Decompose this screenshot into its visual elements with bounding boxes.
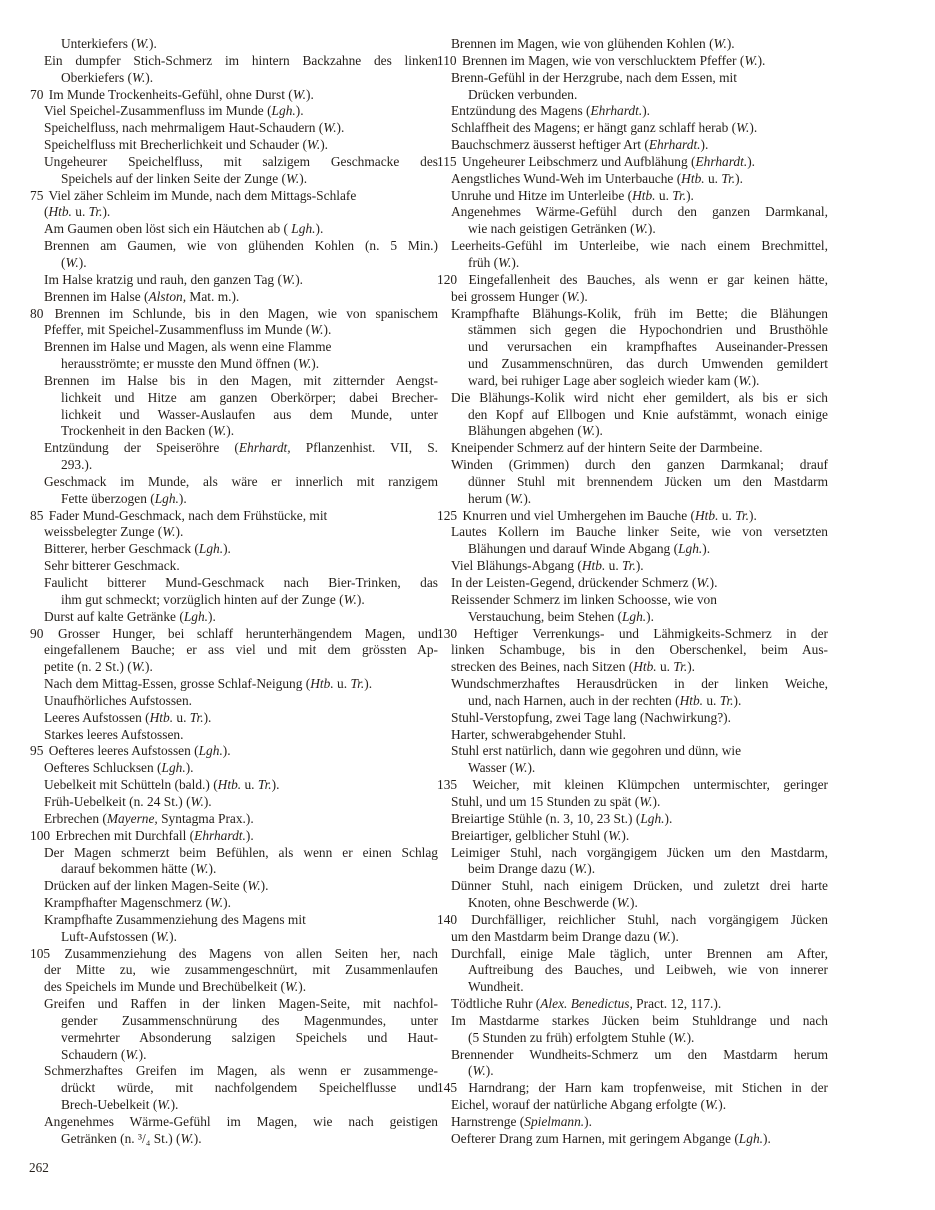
entry-line: 293.). — [61, 457, 93, 473]
entry-line: Leimiger Stuhl, nach vorgängigem Jücken um den Mastdarm, — [451, 844, 828, 860]
symptom-entry — [437, 811, 828, 828]
entry-line: Nach dem Mittag-Essen, grosse Schlaf-Neigung (Htb. u. Tr.). — [44, 676, 373, 692]
entry-line: 130 Heftiger Verrenkungs- und Lähmigkeits-Schmerz in der — [437, 625, 828, 641]
text-column-left — [30, 36, 438, 1148]
entry-line: (W.). — [61, 254, 87, 270]
entry-line: Stuhl, und um 15 Stunden zu spät (W.). — [451, 793, 661, 809]
symptom-entry — [437, 1114, 828, 1131]
entry-line: Drücken auf der linken Magen-Seite (W.). — [44, 878, 269, 894]
entry-line: Viel Speichel-Zusammenfluss im Munde (Lgh.). — [44, 103, 304, 119]
entry-line: um den Mastdarm beim Drange dazu (W.). — [451, 928, 679, 944]
symptom-entry — [30, 339, 438, 373]
entry-number: 70 — [30, 86, 44, 102]
entry-line: Unruhe und Hitze im Unterleibe (Htb. u. Tr.). — [451, 187, 694, 203]
symptom-entry — [30, 760, 438, 777]
entry-line: Dünner Stuhl, nach einigem Drücken, und zuletzt drei harte — [451, 878, 828, 894]
entry-line: Auftreibung des Bauches, und Leibweh, wie von innerer — [468, 962, 828, 978]
symptom-entry — [437, 390, 828, 441]
entry-line: gender Zusammenschnürung des Magenmundes, unter — [61, 1012, 438, 1028]
entry-line: Bitterer, herber Geschmack (Lgh.). — [44, 541, 231, 557]
symptom-entry — [30, 120, 438, 137]
entry-line: Krampfhafter Magenschmerz (W.). — [44, 895, 231, 911]
symptom-entry — [437, 626, 828, 677]
symptom-entry — [30, 895, 438, 912]
symptom-entry — [437, 996, 828, 1013]
entry-line: und verursachen ein krampfhaftes Auseinander-Pressen — [468, 339, 828, 355]
symptom-entry — [30, 154, 438, 188]
entry-line: Speichels auf der linken Seite der Zunge (W.). — [61, 170, 308, 186]
entry-number: 145 — [437, 1080, 458, 1096]
symptom-entry — [437, 558, 828, 575]
entry-line: Angenehmes Wärme-Gefühl durch den ganzen Darmkanal, — [451, 204, 828, 220]
entry-line: weissbelegter Zunge (W.). — [44, 524, 184, 540]
symptom-entry — [30, 626, 438, 677]
symptom-entry — [437, 188, 828, 205]
symptom-entry — [30, 828, 438, 845]
symptom-entry — [437, 1131, 828, 1148]
entry-line: 140 Durchfälliger, reichlicher Stuhl, nach vorgängigem Jücken — [437, 911, 828, 927]
symptom-entry — [30, 440, 438, 474]
entry-line: Oberkiefers (W.). — [61, 69, 154, 85]
entry-number: 115 — [437, 153, 457, 169]
entry-line: Aengstliches Wund-Weh im Unterbauche (Htb. u. Tr.). — [451, 170, 743, 186]
entry-number: 135 — [437, 777, 458, 793]
entry-number: 80 — [30, 305, 44, 321]
entry-number: 110 — [437, 52, 457, 68]
entry-line: Greifen und Raffen in der linken Magen-Seite, mit nachfol- — [44, 996, 438, 1012]
symptom-entry — [30, 1063, 438, 1114]
entry-line: 135 Weicher, mit kleinen Klümpchen untermischter, geringer — [437, 777, 829, 793]
entry-line: Am Gaumen oben löst sich ein Häutchen ab ( Lgh.). — [44, 221, 324, 237]
symptom-entry — [30, 878, 438, 895]
symptom-entry — [437, 575, 828, 592]
text-column-right — [437, 36, 828, 1148]
entry-line: Ungeheurer Speichelfluss, mit salzigem Geschmacke des — [44, 153, 438, 169]
entry-line: strecken des Beines, nach Sitzen (Htb. u. Tr.). — [451, 659, 695, 675]
entry-number: 105 — [30, 945, 51, 961]
entry-line: Durchfall, einige Male täglich, unter Brennen am After, — [451, 945, 828, 961]
entry-line: Unterkiefers (W.). — [61, 36, 157, 51]
symptom-entry — [437, 1080, 828, 1114]
entry-line: darauf bekommen hätte (W.). — [61, 861, 217, 877]
entry-line: Ein dumpfer Stich-Schmerz im hintern Backzahne des linken — [44, 52, 438, 68]
entry-line: 90 Grosser Hunger, bei schlaff herunterhängendem Magen, und — [30, 625, 438, 641]
entry-line: lichkeit und Hitze am ganzen Oberkörper; dabei Brecher- — [61, 389, 438, 405]
entry-line: Brech-Uebelkeit (W.). — [61, 1097, 179, 1113]
symptom-entry — [30, 845, 438, 879]
entry-line: Im Halse kratzig und rauh, den ganzen Tag (W.). — [44, 271, 303, 287]
entry-line: Faulicht bitterer Mund-Geschmack nach Bier-Trinken, das — [44, 575, 438, 590]
symptom-entry — [437, 53, 828, 70]
entry-line: der Mitte zu, wie zusammengeschnürt, mit Zusammenlaufen — [44, 962, 438, 978]
entry-line: Schaudern (W.). — [61, 1046, 147, 1062]
entry-line: Bauchschmerz äusserst heftiger Art (Ehrhardt.). — [451, 137, 709, 153]
symptom-entry — [437, 171, 828, 188]
entry-line: Harnstrenge (Spielmann.). — [451, 1114, 592, 1129]
entry-line: Leeres Aufstossen (Htb. u. Tr.). — [44, 709, 212, 725]
entry-line: Uebelkeit mit Schütteln (bald.) (Htb. u. Tr.). — [44, 777, 280, 793]
entry-number: 100 — [30, 827, 51, 843]
symptom-entry — [30, 238, 438, 272]
symptom-entry — [437, 592, 828, 626]
entry-line: beim Drange dazu (W.). — [468, 861, 596, 877]
entry-line: Harter, schwerabgehender Stuhl. — [451, 726, 626, 742]
entry-line: Luft-Aufstossen (W.). — [61, 928, 177, 944]
entry-number: 85 — [30, 507, 44, 523]
entry-line: Leerheits-Gefühl im Unterleibe, wie nach einem Brechmittel, — [451, 238, 828, 254]
symptom-entry — [30, 474, 438, 508]
entry-line: Oefterer Drang zum Harnen, mit geringem Abgange (Lgh.). — [451, 1130, 771, 1146]
entry-line: (W.). — [468, 1063, 494, 1079]
symptom-entry — [30, 794, 438, 811]
symptom-entry — [30, 137, 438, 154]
entry-line: Reissender Schmerz im linken Schoosse, wie von — [451, 591, 717, 607]
entry-line: Starkes leeres Aufstossen. — [44, 726, 184, 742]
entry-line: herausströmte; er musste den Mund öffnen (W.). — [61, 356, 320, 372]
entry-line: Blähungen abgehen (W.). — [468, 423, 603, 439]
symptom-entry — [30, 727, 438, 744]
entry-line: 100 Erbrechen mit Durchfall (Ehrhardt.). — [30, 827, 254, 843]
symptom-entry — [30, 743, 438, 760]
symptom-entry — [30, 36, 438, 53]
page-number: 262 — [29, 1160, 49, 1175]
entry-line: 75 Viel zäher Schleim im Munde, nach dem Mittags-Schlafe — [30, 187, 357, 203]
entry-line: (Htb. u. Tr.). — [44, 204, 111, 220]
entry-line: Drücken verbunden. — [468, 86, 578, 102]
entry-line: Angenehmes Wärme-Gefühl im Magen, wie nach geistigen — [44, 1114, 438, 1129]
symptom-entry — [437, 272, 828, 306]
symptom-entry — [30, 558, 438, 575]
entry-line: 120 Eingefallenheit des Bauches, als wenn er gar keinen hätte, — [437, 271, 828, 287]
entry-line: Blähungen und darauf Winde Abgang (Lgh.). — [468, 541, 711, 557]
entry-line: Schlaffheit des Magens; er hängt ganz schlaff herab (W.). — [451, 120, 758, 136]
symptom-entry — [437, 204, 828, 238]
entry-line: 85 Fader Mund-Geschmack, nach dem Frühstücke, mit — [30, 507, 328, 523]
entry-line: Krampfhafte Blähungs-Kolik, früh im Bette; die Blähungen — [451, 305, 828, 321]
entry-line: drückt würde, mit nachfolgendem Speichelflusse und — [61, 1080, 438, 1096]
entry-line: des Speichels im Munde und Brechübelkeit (W.). — [44, 979, 307, 995]
entry-line: Sehr bitterer Geschmack. — [44, 558, 180, 574]
symptom-entry — [437, 508, 828, 525]
entry-line: 110 Brennen im Magen, wie von verschlucktem Pfeffer (W.). — [437, 52, 766, 68]
entry-line: Schmerzhaftes Greifen im Magen, als wenn er zusammenge- — [44, 1063, 438, 1079]
symptom-entry — [437, 777, 828, 811]
symptom-entry — [437, 845, 828, 879]
symptom-entry — [437, 306, 828, 390]
entry-line: Kneipender Schmerz auf der hintern Seite der Darmbeine. — [451, 440, 763, 456]
entry-line: Entzündung der Speiseröhre (Ehrhardt, Pflanzenhist. VII, S. — [44, 440, 439, 456]
entry-line: 125 Knurren und viel Umhergehen im Bauche (Htb. u. Tr.). — [437, 507, 757, 523]
entry-line: linken Schambuge, bis in den Oberschenkel, beim Aus- — [451, 642, 828, 658]
entry-line: Brennen im Magen, wie von glühenden Kohlen (W.). — [451, 36, 735, 51]
entry-line: Verstauchung, beim Stehen (Lgh.). — [468, 608, 654, 624]
entry-line: lichkeit und Wasser-Auslaufen aus dem Munde, unter — [61, 406, 438, 422]
entry-line: Wundheit. — [468, 979, 524, 995]
symptom-entry — [437, 137, 828, 154]
entry-line: Viel Blähungs-Abgang (Htb. u. Tr.). — [451, 558, 644, 574]
symptom-entry — [437, 103, 828, 120]
entry-line: 70 Im Munde Trockenheits-Gefühl, ohne Durst (W.). — [30, 86, 314, 102]
entry-line: vermehrter Absonderung salzigen Speichels und Haut- — [61, 1029, 438, 1045]
symptom-entry — [30, 188, 438, 222]
entry-line: Trockenheit in den Backen (W.). — [61, 423, 235, 439]
symptom-entry — [437, 878, 828, 912]
symptom-entry — [30, 541, 438, 558]
entry-line: Im Mastdarme starkes Jücken beim Stuhldrange und nach — [451, 1012, 828, 1028]
entry-number: 140 — [437, 911, 458, 927]
symptom-entry — [437, 912, 828, 946]
symptom-entry — [30, 811, 438, 828]
symptom-entry — [30, 103, 438, 120]
entry-line: Wundschmerzhaftes Herausdrücken in der linken Weiche, — [451, 676, 828, 692]
symptom-entry — [437, 710, 828, 727]
entry-line: Der Magen schmerzt beim Befühlen, als wenn er einen Schlag — [44, 844, 438, 860]
entry-line: Pfeffer, mit Speichel-Zusammenfluss im Munde (W.). — [44, 322, 332, 338]
entry-line: Brenn-Gefühl in der Herzgrube, nach dem Essen, mit — [451, 69, 737, 85]
symptom-entry — [437, 120, 828, 137]
entry-line: Getränken (n. ³/₄ St.) (W.). — [61, 1130, 202, 1146]
symptom-entry — [30, 289, 438, 306]
entry-line: 80 Brennen im Schlunde, bis in den Magen, wie von spanischem — [30, 305, 438, 321]
entry-line: Oefteres Schlucksen (Lgh.). — [44, 760, 194, 776]
entry-line: Wasser (W.). — [468, 760, 536, 776]
symptom-entry — [30, 710, 438, 727]
entry-line: Brennen im Halse (Alston, Mat. m.). — [44, 288, 240, 304]
symptom-entry — [30, 609, 438, 626]
entry-number: 125 — [437, 507, 458, 523]
symptom-entry — [30, 912, 438, 946]
symptom-entry — [30, 373, 438, 440]
entry-line: Entzündung des Magens (Ehrhardt.). — [451, 103, 650, 119]
entry-line: wie nach geistigen Getränken (W.). — [468, 221, 656, 237]
symptom-entry — [437, 440, 828, 457]
entry-line: 95 Oefteres leeres Aufstossen (Lgh.). — [30, 743, 231, 759]
entry-line: ward, bei ruhiger Lage aber sogleich wieder kam (W.). — [468, 372, 760, 388]
symptom-entry — [30, 272, 438, 289]
entry-line: den Kopf auf Ellbogen und Knie aufstämmt, wonach einige — [468, 406, 828, 422]
entry-line: (5 Stunden zu früh) erfolgtem Stuhle (W.). — [468, 1029, 695, 1045]
entry-line: Brennen im Halse und Magen, als wenn eine Flamme — [44, 339, 332, 355]
symptom-entry — [437, 676, 828, 710]
entry-line: petite (n. 2 St.) (W.). — [44, 659, 153, 675]
symptom-entry — [437, 727, 828, 744]
entry-line: Früh-Uebelkeit (n. 24 St.) (W.). — [44, 793, 212, 809]
entry-number: 120 — [437, 271, 458, 287]
entry-line: Durst auf kalte Getränke (Lgh.). — [44, 608, 216, 624]
entry-line: In der Leisten-Gegend, drückender Schmerz (W.). — [451, 575, 718, 590]
entry-line: Tödtliche Ruhr (Alex. Benedictus, Pract. 12, 117.). — [451, 996, 722, 1012]
entry-line: Erbrechen (Mayerne, Syntagma Prax.). — [44, 810, 254, 826]
symptom-entry — [30, 87, 438, 104]
entry-line: und Zusammenschnüren, das durch Umwenden gemildert — [468, 356, 828, 372]
entry-number: 75 — [30, 187, 44, 203]
symptom-entry — [437, 524, 828, 558]
entry-line: 105 Zusammenziehung des Magens von allen Seiten her, nach — [30, 945, 438, 961]
symptom-entry — [437, 946, 828, 997]
symptom-entry — [30, 306, 438, 340]
entry-line: Speichelfluss mit Brecherlichkeit und Schauder (W.). — [44, 137, 328, 153]
symptom-entry — [30, 53, 438, 87]
symptom-entry — [30, 221, 438, 238]
symptom-entry — [30, 508, 438, 542]
entry-line: dünner Stuhl mit brennendem Jücken um den Mastdarm — [468, 473, 828, 489]
symptom-entry — [30, 693, 438, 710]
entry-line: Fette überzogen (Lgh.). — [61, 490, 187, 506]
entry-line: Unaufhörliches Aufstossen. — [44, 692, 193, 708]
entry-line: Geschmack im Munde, als wäre er innerlich mit ranzigem — [44, 473, 438, 489]
entry-line: stämmen sich gegen die Hypochondrien und Brusthöhle — [468, 322, 828, 338]
entry-line: Stuhl-Verstopfung, zwei Tage lang (Nachwirkung?). — [451, 709, 731, 725]
entry-line: Lautes Kollern im Bauche linker Seite, wie von versetzten — [451, 524, 828, 540]
symptom-entry — [437, 70, 828, 104]
entry-line: Brennen am Gaumen, wie von glühenden Kohlen (n. 5 Min.) — [44, 238, 438, 254]
entry-line: Winden (Grimmen) durch den ganzen Darmkanal; drauf — [451, 457, 828, 473]
symptom-entry — [30, 676, 438, 693]
symptom-entry — [30, 946, 438, 997]
entry-line: Die Blähungs-Kolik wird nicht eher gemildert, als bis er sich — [451, 389, 828, 405]
entry-line: herum (W.). — [468, 490, 532, 506]
entry-number: 90 — [30, 625, 44, 641]
symptom-entry — [437, 154, 828, 171]
entry-line: bei grossem Hunger (W.). — [451, 288, 588, 304]
entry-line: Breiartige Stühle (n. 3, 10, 23 St.) (Lgh.). — [451, 810, 673, 826]
entry-number: 130 — [437, 625, 458, 641]
entry-line: früh (W.). — [468, 254, 520, 270]
symptom-entry — [437, 1047, 828, 1081]
symptom-entry — [30, 1114, 438, 1148]
symptom-entry — [437, 828, 828, 845]
entry-line: Brennen im Halse bis in den Magen, mit zitternder Aengst- — [44, 372, 438, 388]
entry-line: Stuhl erst natürlich, dann wie gegohren und dünn, wie — [451, 743, 742, 759]
entry-line: ihm gut schmeckt; vorzüglich hinten auf der Zunge (W.). — [61, 591, 365, 607]
symptom-entry — [437, 457, 828, 508]
entry-line: Eichel, worauf der natürliche Abgang erfolgte (W.). — [451, 1097, 727, 1113]
symptom-entry — [437, 1013, 828, 1047]
entry-number: 95 — [30, 743, 44, 759]
entry-line: Brennender Wundheits-Schmerz um den Mastdarm herum — [451, 1046, 828, 1062]
entry-line: Breiartiger, gelblicher Stuhl (W.). — [451, 827, 630, 843]
entry-line: und, nach Harnen, auch in der rechten (Htb. u. Tr.). — [468, 692, 742, 708]
symptom-entry — [30, 777, 438, 794]
entry-line: 145 Harndrang; der Harn kam tropfenweise, mit Stichen in der — [437, 1080, 828, 1096]
symptom-entry — [437, 238, 828, 272]
entry-line: eingefallenem Bauche; er ass viel und mit dem grössten Ap- — [44, 642, 438, 658]
entry-line: Knoten, ohne Beschwerde (W.). — [468, 895, 638, 911]
entry-line: Speichelfluss, nach mehrmaligem Haut-Schaudern (W.). — [44, 120, 345, 136]
entry-line: Krampfhafte Zusammenziehung des Magens mit — [44, 911, 306, 927]
entry-line: 115 Ungeheurer Leibschmerz und Aufblähung (Ehrhardt.). — [437, 153, 755, 169]
symptom-entry — [30, 996, 438, 1063]
symptom-entry — [30, 575, 438, 609]
symptom-entry — [437, 743, 828, 777]
symptom-entry — [437, 36, 828, 53]
